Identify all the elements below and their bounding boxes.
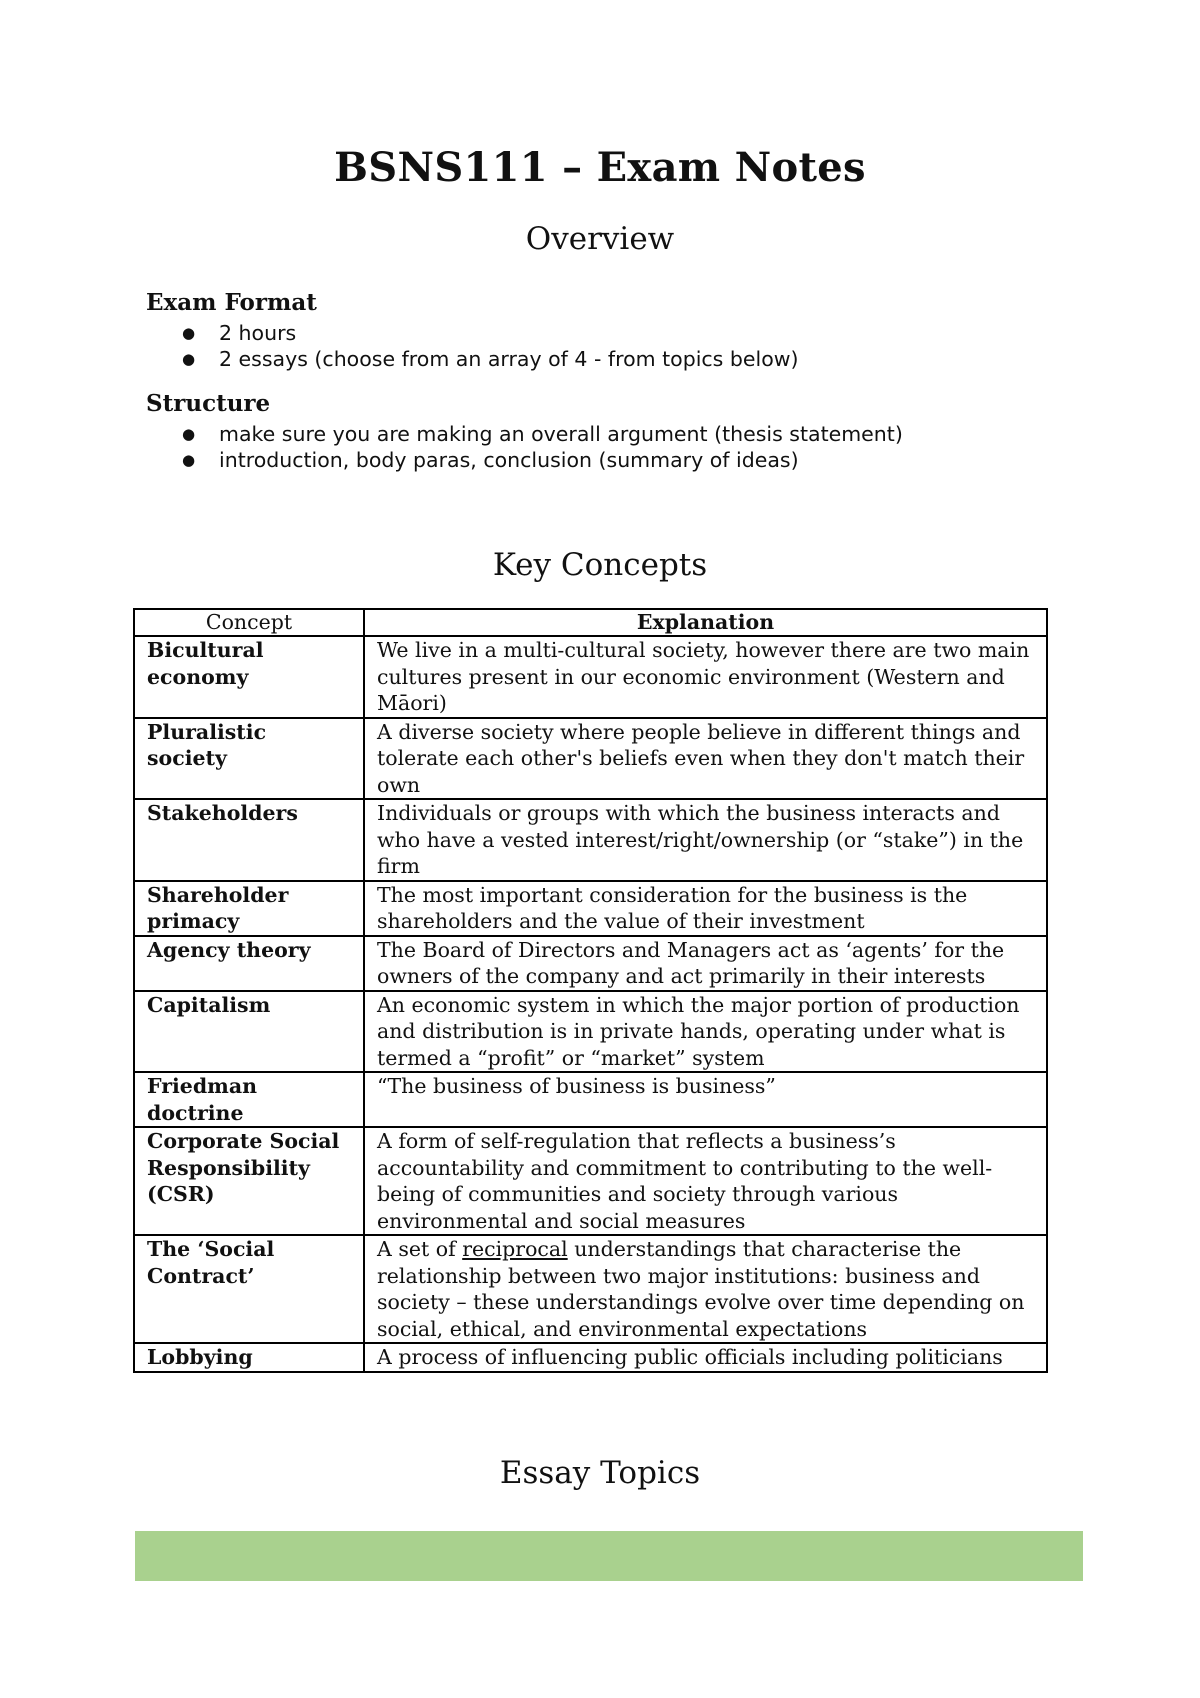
exam-format-section (146, 288, 1106, 372)
table-row (134, 881, 1047, 936)
explanation-cell: “The business of business is business” (364, 1072, 1047, 1127)
explanation-cell: A diverse society where people believe in different things and tolerate each other's beliefs even when they don't match their own (364, 718, 1047, 800)
document-title: BSNS111 – Exam Notes (334, 144, 866, 191)
concept-cell: The ‘Social Contract’ (134, 1235, 364, 1343)
concept-cell: Lobbying (134, 1343, 364, 1372)
table-row (134, 718, 1047, 800)
bullet-icon: ● (182, 350, 196, 368)
list-item: ● 2 essays (choose from an array of 4 - from topics below) (182, 347, 799, 371)
concept-cell: Corporate Social Responsibility (CSR) (134, 1127, 364, 1235)
essay-topics-heading: Essay Topics (499, 1455, 701, 1491)
column-header-explanation: Explanation (364, 609, 1047, 636)
explanation-cell: The Board of Directors and Managers act as ‘agents’ for the owners of the company and act primarily in their interests (364, 936, 1047, 991)
list-item: ● make sure you are making an overall argument (thesis statement) (182, 422, 903, 446)
explanation-cell: A set of reciprocal understandings that characterise the relationship between two major institutions: business and society – these understandings evolve over time depending on social, ethical, and environmental expectations (364, 1235, 1047, 1343)
table-row (134, 636, 1047, 718)
list-item: ● introduction, body paras, conclusion (summary of ideas) (182, 448, 799, 472)
table-row (134, 1072, 1047, 1127)
concept-cell: Pluralistic society (134, 718, 364, 800)
bullet-icon: ● (182, 425, 196, 443)
explanation-cell: We live in a multi-cultural society, however there are two main cultures present in our economic environment (Western and Māori) (364, 636, 1047, 718)
key-concepts-heading: Key Concepts (492, 547, 708, 583)
table-row (134, 1235, 1047, 1343)
concept-cell: Agency theory (134, 936, 364, 991)
explanation-cell: A form of self-regulation that reflects a business’s accountability and commitment to contributing to the well-being of communities and society through various environmental and social measures (364, 1127, 1047, 1235)
concept-cell: Bicultural economy (134, 636, 364, 718)
table-row (134, 1343, 1047, 1372)
bullet-icon: ● (182, 324, 196, 342)
table-row (134, 936, 1047, 991)
concept-cell: Friedman doctrine (134, 1072, 364, 1127)
underlined-term: reciprocal (462, 1237, 568, 1261)
structure-title: Structure (146, 390, 271, 417)
overview-heading: Overview (525, 221, 675, 257)
table-row (134, 991, 1047, 1073)
explanation-cell: Individuals or groups with which the business interacts and who have a vested interest/right/ownership (or “stake”) in the firm (364, 799, 1047, 881)
concept-cell: Shareholder primacy (134, 881, 364, 936)
table-row (134, 1127, 1047, 1235)
explanation-cell: The most important consideration for the business is the shareholders and the value of their investment (364, 881, 1047, 936)
structure-section (146, 389, 1106, 473)
bullet-icon: ● (182, 451, 196, 469)
concept-cell: Stakeholders (134, 799, 364, 881)
exam-format-title: Exam Format (146, 289, 317, 316)
table-header-row (134, 609, 1047, 636)
column-header-concept: Concept (134, 609, 364, 636)
list-item: ● 2 hours (182, 321, 297, 345)
key-concepts-table (133, 608, 1048, 1373)
concept-cell: Capitalism (134, 991, 364, 1073)
structure-list (146, 421, 1106, 473)
explanation-cell: An economic system in which the major portion of production and distribution is in private hands, operating under what is termed a “profit” or “market” system (364, 991, 1047, 1073)
essay-topics-banner (135, 1531, 1083, 1581)
exam-format-list (146, 320, 1106, 372)
explanation-cell: A process of influencing public officials including politicians (364, 1343, 1047, 1372)
table-row (134, 799, 1047, 881)
